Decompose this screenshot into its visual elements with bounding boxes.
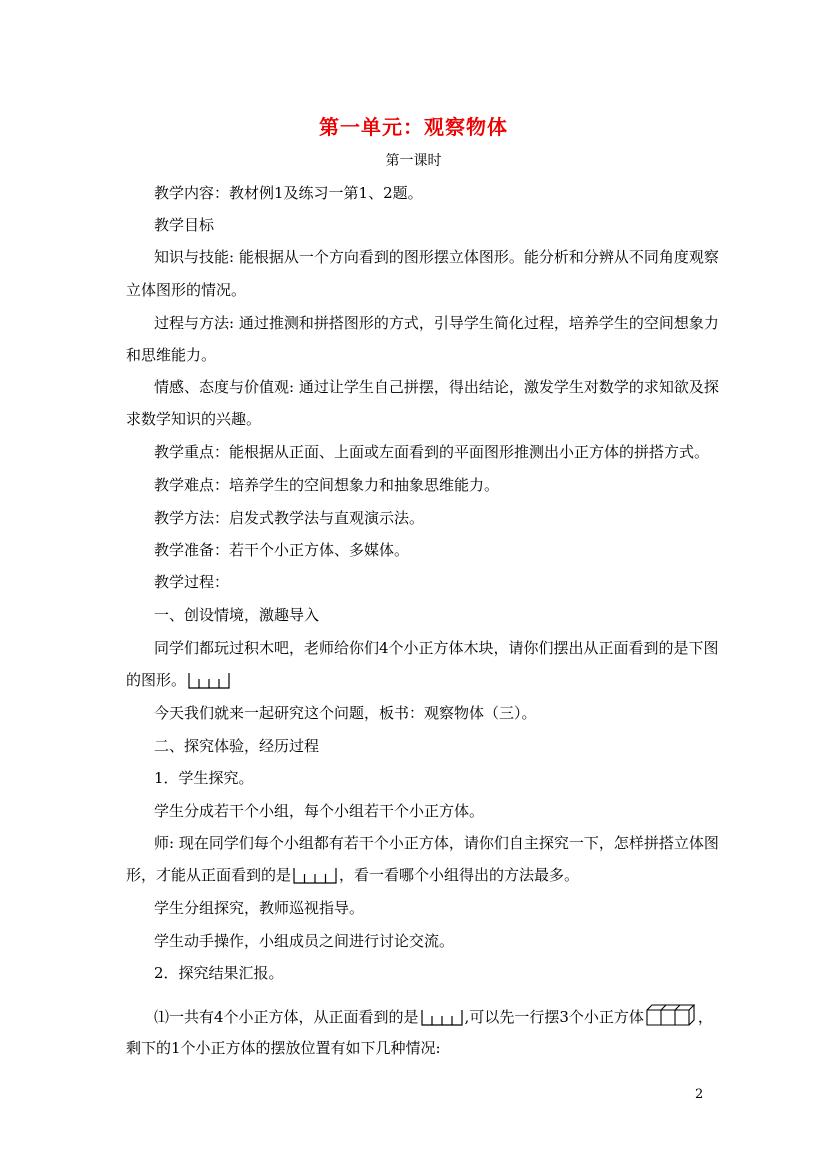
paragraph-guidance: 学生分组探究，教师巡视指导。 [154,899,365,917]
paragraph-process-cont: 和思维能力。 [126,346,217,364]
paragraph-intro-cont [126,670,232,690]
case-1-text-b: ,可以先一行摆3个小正方体 [464,1008,644,1026]
heading-objectives: 教学目标 [154,216,215,234]
paragraph-operation: 学生动手操作，小组成员之间进行讨论交流。 [154,932,455,950]
paragraph-method: 教学方法：启发式教学法与直观演示法。 [154,509,425,527]
paragraph-process: 过程与方法: 通过推测和拼搭图形的方式，引导学生简化过程，培养学生的空间想象力 [154,314,719,332]
paragraph-knowledge-cont: 立体图形的情况。 [126,281,247,299]
teacher-cont-text-b: ，看一看哪个小组得出的方法最多。 [339,866,580,884]
paragraph-groups: 学生分成若干个小组，每个小组若干个小正方体。 [154,802,485,820]
heading-step-2: 2．探究结果汇报。 [154,964,284,982]
four-cube-front-view-icon [188,671,230,689]
paragraph-preparation: 教学准备：若干个小正方体、多媒体。 [154,541,410,559]
teacher-cont-text-a: 形，才能从正面看到的是 [126,866,292,884]
paragraph-difficulty: 教学难点：培养学生的空间想象力和抽象思维能力。 [154,476,500,494]
paragraph-case-1-cont: 剩下的1个小正方体的摆放位置有如下几种情况: [126,1039,441,1057]
page-number: 2 [695,1087,704,1102]
paragraph-today: 今天我们就来一起研究这个问题，板书：观察物体（三）。 [154,704,537,722]
three-cube-row-icon [646,1004,696,1026]
heading-section-2: 二、探究体验，经历过程 [154,737,320,755]
paragraph-content: 教学内容：教材例1及练习一第1、2题。 [154,184,423,202]
paragraph-case-1 [154,1004,713,1027]
heading-process: 教学过程： [154,573,230,591]
paragraph-emotion-cont: 求数学知识的兴趣。 [126,410,262,428]
intro-cont-text: 的图形。 [126,671,187,689]
case-1-text-a: ⑴一共有4个小正方体，从正面看到的是 [154,1008,419,1026]
paragraph-teacher: 师: 现在同学们每个小组都有若干个小正方体，请你们自主探究一下，怎样拼搭立体图 [154,834,719,852]
paragraph-teacher-cont [126,865,579,885]
paragraph-knowledge: 知识与技能: 能根据从一个方向看到的图形摆立体图形。能分析和分辨从不同角度观察 [154,248,719,266]
lesson-subtitle: 第一课时 [385,153,442,169]
heading-step-1: 1．学生探究。 [154,769,254,787]
paragraph-key-point: 教学重点：能根据从正面、上面或左面看到的平面图形推测出小正方体的拼搭方式。 [154,443,710,461]
four-cube-front-view-icon [293,866,337,884]
case-1-text-c: ， [697,1008,713,1026]
page-title: 第一单元：观察物体 [319,115,508,139]
paragraph-intro: 同学们都玩过积木吧，老师给你们4个小正方体木块，请你们摆出从正面看到的是下图 [154,639,719,657]
paragraph-emotion: 情感、态度与价值观: 通过让学生自己拼摆，得出结论，激发学生对数学的求知欲及探 [154,378,719,396]
heading-section-1: 一、创设情境，激趣导入 [154,606,320,624]
four-cube-front-view-icon [421,1008,463,1026]
